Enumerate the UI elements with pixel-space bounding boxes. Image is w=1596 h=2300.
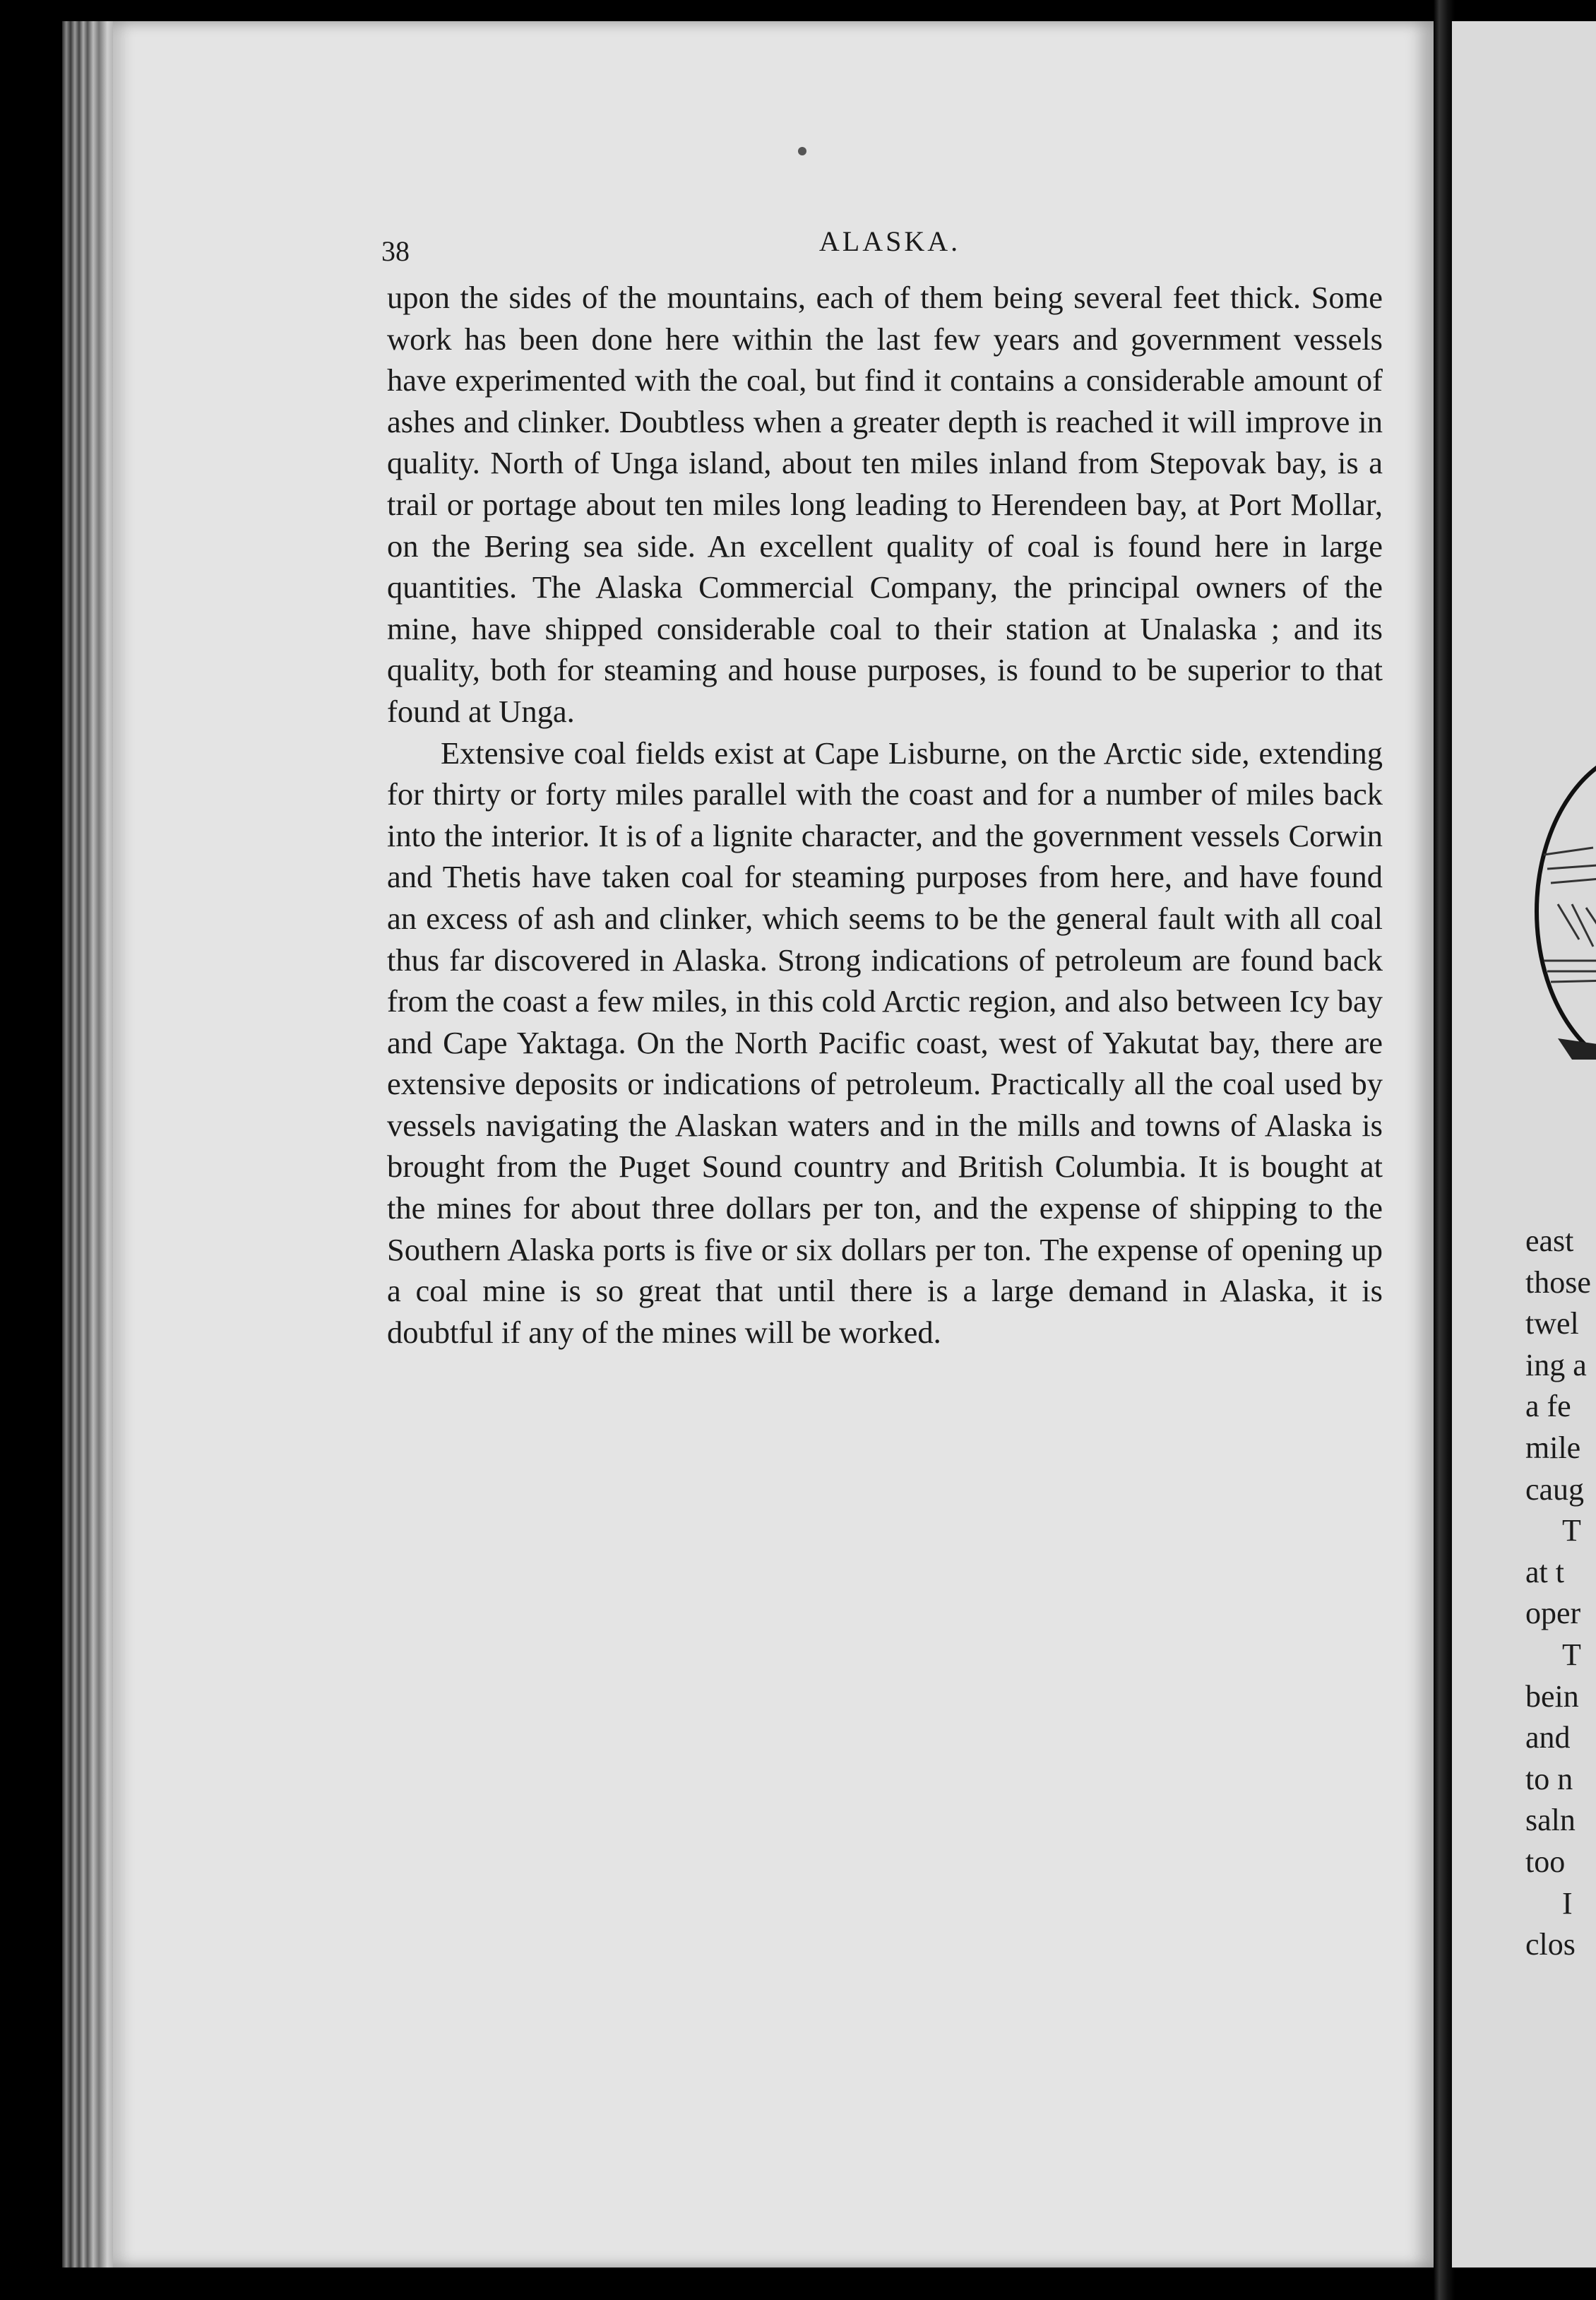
paragraph-1: upon the sides of the mountains, each of them being several feet thick. Some work has been done here within the last few years and government vessels have experimented with the coal, but find it contains a considerable amount of ashes and clinker. Doubtless when a greater depth is reached it will improve in quality. North of Unga island, about ten miles inland from Stepovak bay, is a trail or portage about ten miles long leading to Herendeen bay, at Port Mollar, on the Bering sea side. An excellent quality of coal is found here in large quantities. The Alaska Commercial Company, the principal owners of the mine, have shipped considerable coal to their station at Unalaska ; and its quality, both for steaming and house purposes, is found to be superior to that found at Unga. xyxy=(387,280,1383,729)
facing-page xyxy=(1452,21,1596,2268)
facing-line: east xyxy=(1525,1223,1574,1258)
illustration-fragment xyxy=(1530,728,1596,1123)
facing-line: caug xyxy=(1525,1471,1585,1507)
facing-line: T xyxy=(1562,1637,1581,1672)
page-body xyxy=(387,277,1383,1353)
facing-line: a fe xyxy=(1525,1389,1571,1424)
facing-line: to n xyxy=(1525,1761,1573,1796)
facing-line: clos xyxy=(1525,1927,1576,1962)
facing-line: I xyxy=(1562,1885,1573,1921)
facing-line: and xyxy=(1525,1720,1571,1755)
facing-line: oper xyxy=(1525,1596,1581,1631)
facing-line: ing a xyxy=(1525,1347,1587,1382)
page-number: 38 xyxy=(381,235,410,267)
facing-line: saln xyxy=(1525,1803,1576,1838)
facing-line: those xyxy=(1525,1264,1591,1300)
facing-line: T xyxy=(1562,1513,1581,1548)
running-title: ALASKA. xyxy=(818,225,961,257)
facing-line: at t xyxy=(1525,1554,1564,1589)
facing-line: bein xyxy=(1525,1678,1579,1714)
facing-line: mile xyxy=(1525,1430,1581,1465)
paragraph-2: Extensive coal fields exist at Cape Lisburne, on the Arctic side, extending for thirty or forty miles parallel with the coast and for a number of miles back into the interior. It is of a lignite character, and the government vessels Corwin and Thetis have taken coal for steaming purposes from here, and have found an excess of ash and clinker, which seems to be the general fault with all coal thus far discovered in Alaska. Strong indications of petroleum are found back from the coast a few miles, in this cold Arctic region, and also between Icy bay and Cape Yaktaga. On the North Pacific coast, west of Yakutat bay, there are extensive deposits or indications of petroleum. Practically all the coal used by vessels navigating the Alaskan waters and in the mills and towns of Alaska is brought from the Puget Sound country and British Columbia. It is bought at the mines for about three dollars per ton, and the expense of shipping to the Southern Alaska ports is five or six dollars per ton. The expense of opening up a coal mine is so great that until there is a large demand in Alaska, it is doubtful if any of the mines will be worked. xyxy=(387,735,1383,1350)
facing-line: twel xyxy=(1525,1306,1579,1341)
running-header xyxy=(381,225,1398,267)
print-speck xyxy=(798,147,806,155)
facing-page-text xyxy=(1525,1221,1596,1966)
facing-line: too xyxy=(1525,1844,1566,1879)
